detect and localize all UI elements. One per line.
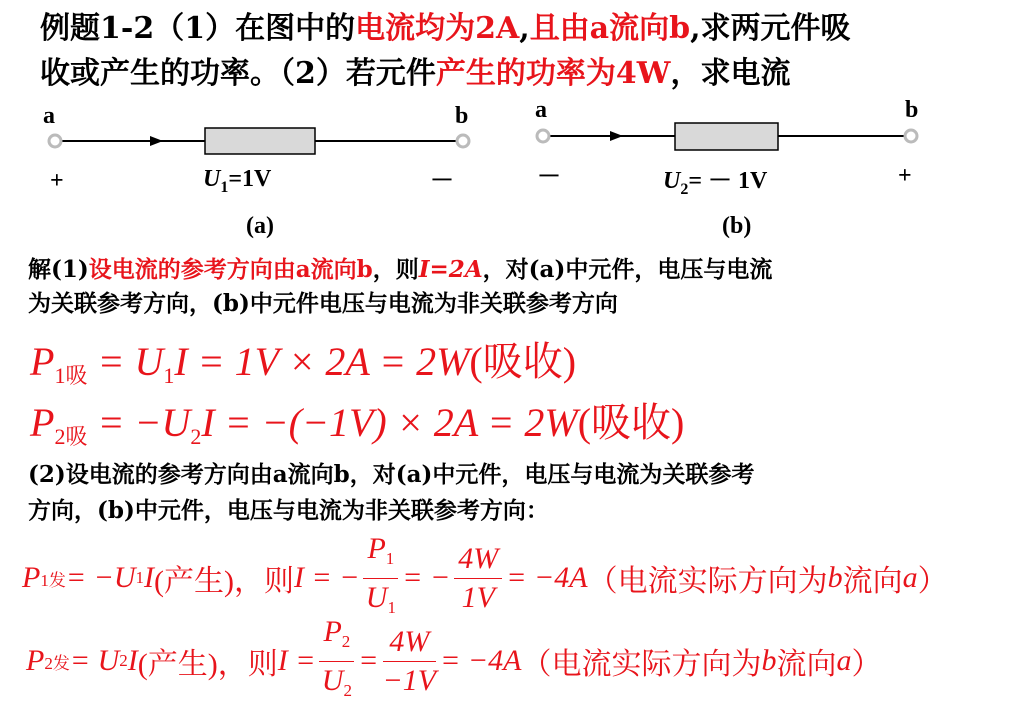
solution2-line-2: 方向，(b)中元件，电压与电流为非关联参考方向： <box>28 497 549 524</box>
title-text: 收或产生的功率。（2）若元件 <box>40 56 436 91</box>
terminal-b-right <box>905 130 917 142</box>
fraction-p1-over-u1: $\frac{P_1}{U_1}$ <box>363 530 398 627</box>
node-label-a: a <box>43 103 55 129</box>
fraction-4w-over-neg1v: $\frac{4W}{-1V}$ <box>382 624 437 697</box>
title-highlight-power: 产生的功率为4W <box>435 56 671 91</box>
equation-p2-absorbed: $P_{2吸} = -U_2I = -(-1V) \times 2A = 2W$(吸收) <box>30 400 685 449</box>
solution2-line-1: (2)设电流的参考方向由a流向b，对(a)中元件，电压与电流为关联参考 <box>28 461 755 488</box>
circuit-b <box>537 123 917 150</box>
solution1-line-2: 为关联参考方向，(b)中元件电压与电流为非关联参考方向 <box>28 290 618 317</box>
current-arrow-icon <box>610 131 623 141</box>
equation-p1-generated: P 1发 = −U 1 I (产生)，则 I = − $\frac{P_1}{U_1}$ = − $\frac{4W}{1V}$ = −4A （电流实际方向为 b 流向 a ） <box>22 533 948 623</box>
terminal-a-left <box>537 130 549 142</box>
equation-p1-absorbed: $P_{1吸} = U_1I = 1V \times 2A = 2W$(吸收) <box>30 339 577 388</box>
voltage-label-b: $U_2= - 1V$ <box>663 168 768 198</box>
node-label-b: b <box>905 97 919 123</box>
caption-b: (b) <box>722 213 752 239</box>
polarity-plus: + <box>50 168 64 194</box>
element-b <box>675 123 778 150</box>
title-text: 例题1-2（1）在图中的 <box>40 11 356 46</box>
circuit-a <box>49 128 469 154</box>
title-text: ，求电流 <box>670 56 791 91</box>
fraction-4w-over-1v: $\frac{4W}{1V}$ <box>454 540 502 617</box>
element-a <box>205 128 315 154</box>
title-text: , <box>519 11 530 46</box>
node-label-b: b <box>455 103 469 129</box>
current-arrow-icon <box>150 136 163 146</box>
terminal-b-right <box>457 135 469 147</box>
voltage-label-a: $U_1=1V$ <box>203 166 272 196</box>
caption-a: (a) <box>246 213 274 239</box>
polarity-minus: － <box>430 168 454 194</box>
polarity-plus: + <box>898 163 912 189</box>
title-highlight-current: 电流均为2A <box>355 11 520 46</box>
node-label-a: a <box>535 97 547 123</box>
title-highlight-direction: 且由a流向b <box>529 11 691 46</box>
solution1-line-1: 解(1)设电流的参考方向由a流向b，则I=2A，对(a)中元件，电压与电流 <box>28 256 773 283</box>
fraction-p2-over-u2: $\frac{P_2}{U_2}$ <box>319 613 354 710</box>
title-text: ,求两元件吸 <box>690 11 851 46</box>
terminal-a-left <box>49 135 61 147</box>
polarity-minus: － <box>537 164 561 190</box>
equation-p2-generated: P 2发 = U 2 I (产生)，则 I = $\frac{P_2}{U_2}$ = $\frac{4W}{-1V}$ = −4A （电流实际方向为 b 流向 a ） <box>26 615 881 707</box>
